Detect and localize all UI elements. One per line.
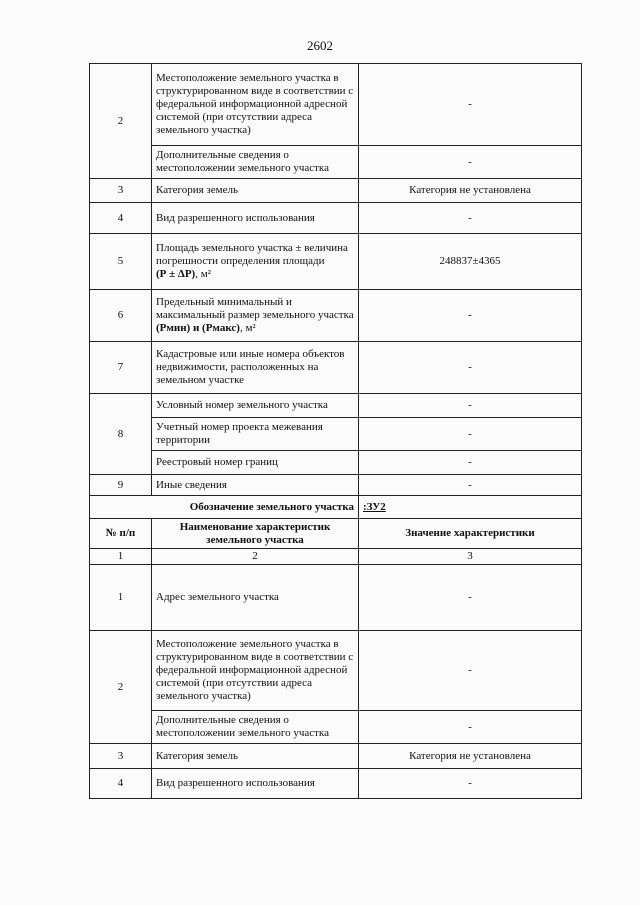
table-row xyxy=(90,565,582,631)
characteristic-name: Местоположение земельного участка в структурированном виде в соответствии с федеральной информационной адресной системой (при отсутствии адреса земельного участка) xyxy=(152,631,359,711)
name-unit: , м² xyxy=(195,268,211,280)
row-number: 8 xyxy=(90,394,152,475)
characteristic-value: Категория не установлена xyxy=(359,744,582,769)
table-row xyxy=(90,179,582,203)
characteristic-value: - xyxy=(359,475,582,496)
name-formula: (Рмин) и (Рмакс) xyxy=(156,322,240,334)
land-plot-table xyxy=(89,63,582,799)
characteristic-name: Категория земель xyxy=(152,744,359,769)
designation-label: Обозначение земельного участка xyxy=(90,496,359,519)
row-number: 3 xyxy=(90,179,152,203)
table-header xyxy=(90,519,582,549)
designation-code: :ЗУ2 xyxy=(363,500,386,513)
characteristic-value: - xyxy=(359,290,582,342)
row-number: 6 xyxy=(90,290,152,342)
table-row xyxy=(90,394,582,418)
column-number: 2 xyxy=(152,549,359,565)
page-number: 2602 xyxy=(307,38,333,53)
table-row xyxy=(90,631,582,711)
row-number: 5 xyxy=(90,234,152,290)
characteristic-name: Дополнительные сведения о местоположении земельного участка xyxy=(152,146,359,179)
characteristic-value: - xyxy=(359,203,582,234)
table-row xyxy=(90,290,582,342)
characteristic-value: Категория не установлена xyxy=(359,179,582,203)
characteristic-name: Иные сведения xyxy=(152,475,359,496)
characteristic-value: - xyxy=(359,418,582,451)
characteristic-value: - xyxy=(359,769,582,799)
table-row xyxy=(90,234,582,290)
column-numbers-row xyxy=(90,549,582,565)
row-number: 2 xyxy=(90,631,152,744)
characteristic-name xyxy=(152,290,359,342)
characteristic-value: - xyxy=(359,711,582,744)
name-text: Предельный минимальный и максимальный размер земельного участка xyxy=(156,296,354,321)
column-number: 1 xyxy=(90,549,152,565)
designation-value xyxy=(359,496,582,519)
table-row xyxy=(90,418,582,451)
name-unit: , м² xyxy=(239,322,256,334)
column-number: 3 xyxy=(359,549,582,565)
characteristic-name xyxy=(152,234,359,290)
characteristic-name: Реестровый номер границ xyxy=(152,451,359,475)
table-row xyxy=(90,769,582,799)
characteristic-name: Местоположение земельного участка в структурированном виде в соответствии с федеральной информационной адресной системой (при отсутствии адреса земельного участка) xyxy=(152,64,359,146)
characteristic-value: - xyxy=(359,394,582,418)
row-number: 4 xyxy=(90,203,152,234)
characteristic-name: Дополнительные сведения о местоположении земельного участка xyxy=(152,711,359,744)
table-row xyxy=(90,451,582,475)
row-number: 4 xyxy=(90,769,152,799)
characteristic-name: Вид разрешенного использования xyxy=(152,203,359,234)
name-text: Площадь земельного участка ± величина погрешности определения площади xyxy=(156,242,348,267)
characteristic-name: Кадастровые или иные номера объектов недвижимости, расположенных на земельном участке xyxy=(152,342,359,394)
table-row xyxy=(90,744,582,769)
header-number: № п/п xyxy=(90,519,152,549)
name-formula: (Р ± ΔР) xyxy=(156,268,196,280)
row-number: 3 xyxy=(90,744,152,769)
table-row xyxy=(90,146,582,179)
characteristic-value: - xyxy=(359,631,582,711)
characteristic-name: Учетный номер проекта межевания территории xyxy=(152,418,359,451)
row-number: 9 xyxy=(90,475,152,496)
characteristic-value: 248837±4365 xyxy=(359,234,582,290)
table-row xyxy=(90,711,582,744)
characteristic-name: Категория земель xyxy=(152,179,359,203)
designation-row xyxy=(90,496,582,519)
table-row xyxy=(90,342,582,394)
row-number: 7 xyxy=(90,342,152,394)
characteristic-name: Вид разрешенного использования xyxy=(152,769,359,799)
table-row xyxy=(90,203,582,234)
characteristic-value: - xyxy=(359,565,582,631)
characteristic-value: - xyxy=(359,342,582,394)
characteristic-value: - xyxy=(359,451,582,475)
header-name: Наименование характеристик земельного участка xyxy=(152,519,359,549)
row-number: 1 xyxy=(90,565,152,631)
characteristic-value: - xyxy=(359,146,582,179)
row-number: 2 xyxy=(90,64,152,179)
header-value: Значение характеристики xyxy=(359,519,582,549)
characteristic-name: Адрес земельного участка xyxy=(152,565,359,631)
characteristic-name: Условный номер земельного участка xyxy=(152,394,359,418)
table-row xyxy=(90,475,582,496)
table-row xyxy=(90,64,582,146)
characteristic-value: - xyxy=(359,64,582,146)
